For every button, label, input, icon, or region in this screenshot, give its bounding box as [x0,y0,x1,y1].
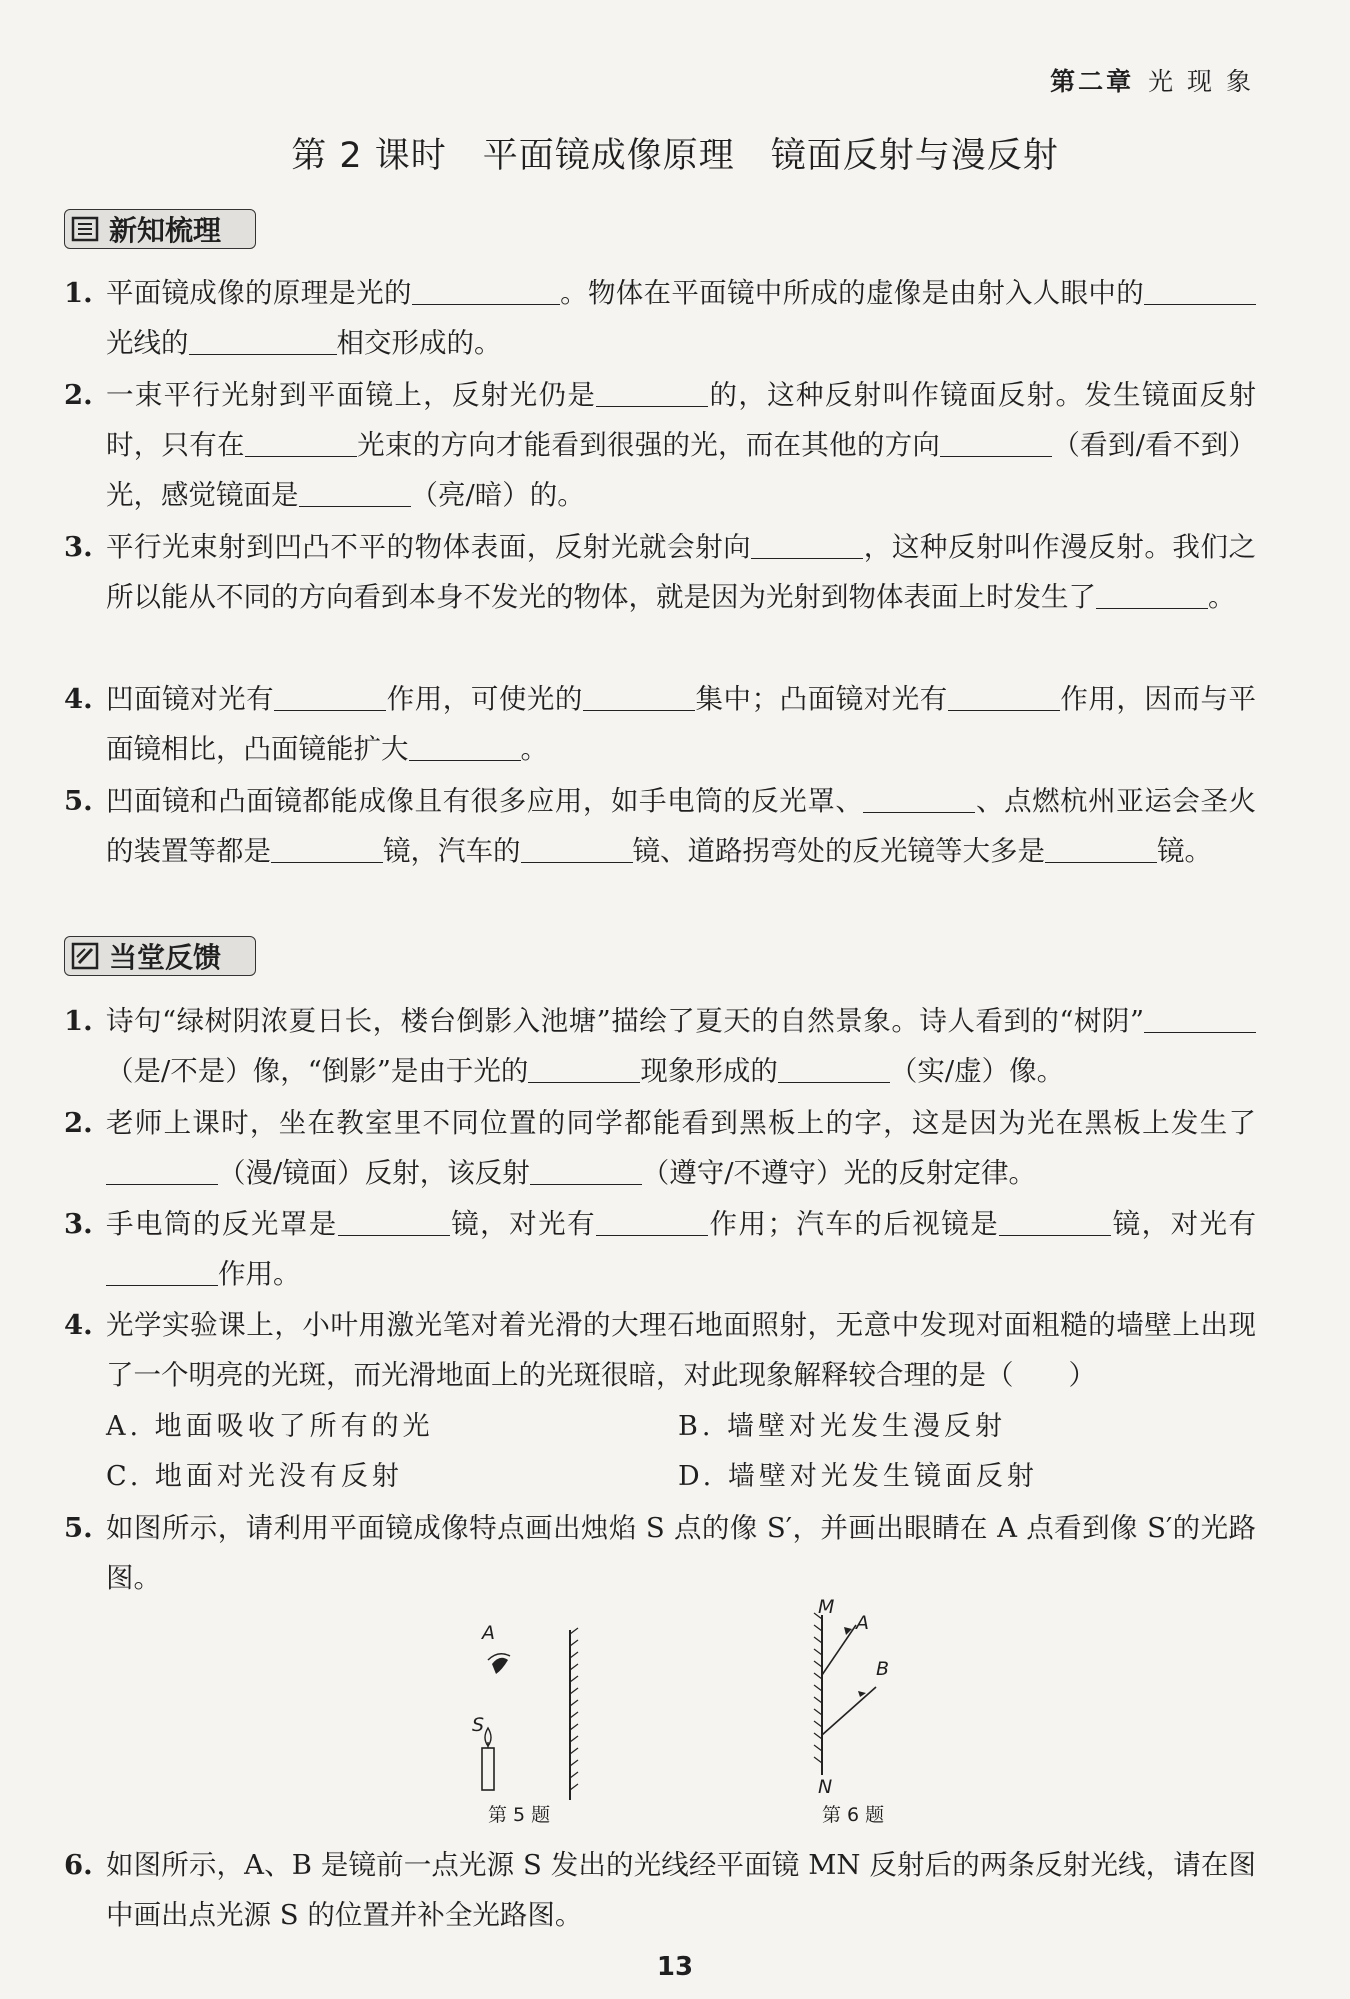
question-text: 相交形成的。 [336,327,502,359]
answer-blank[interactable] [521,832,633,863]
answer-blank[interactable] [1045,832,1157,863]
label-s: S [472,1714,485,1736]
nk-question-1 [64,268,1256,368]
answer-blank[interactable] [596,1205,708,1236]
label-m: M [818,1596,835,1618]
question-number: 3. [64,1208,93,1240]
question-text: 手电筒的反光罩是 [106,1208,338,1240]
question-text: 现象形成的 [640,1055,778,1087]
answer-blank[interactable] [999,1205,1111,1236]
question-text: 。 [520,733,548,765]
answer-blank[interactable] [863,782,975,813]
question-text: 集中；凸面镜对光有 [694,683,948,715]
question-number: 4. [64,683,93,715]
question-text: 光线的 [106,327,189,359]
chapter-header [1050,62,1254,98]
question-text: 如图所示，请利用平面镜成像特点画出烛焰 S 点的像 S′，并画出眼睛在 A 点看到像 S′的光路图。 [106,1512,1256,1594]
answer-blank[interactable] [338,1205,450,1236]
lesson-title [0,128,1350,178]
question-text: 老师上课时，坐在教室里不同位置的同学都能看到黑板上的字，这是因为光在黑板上发生了 [106,1107,1256,1139]
question-text: 凹面镜和凸面镜都能成像且有很多应用，如手电筒的反光罩、 [106,785,864,817]
question-text: 。物体在平面镜中所成的虚像是由射入人眼中的 [559,277,1145,309]
question-text: 镜，对光有 [1111,1208,1257,1240]
answer-blank[interactable] [751,528,863,559]
section-feedback [64,936,256,976]
eye-icon [488,1654,510,1674]
question-text: （遵守/不遵守）光的反射定律。 [641,1157,1037,1189]
option-b[interactable]: B. 墙壁对光发生漫反射 [678,1411,1007,1442]
candle-icon [482,1728,494,1790]
answer-blank[interactable] [940,426,1052,457]
page-number: 13 [656,1952,694,1982]
label-n: N [818,1776,833,1798]
question-text: 镜，对光有 [449,1208,597,1240]
question-number: 6. [64,1849,93,1881]
section-title: 新知梳理 [109,214,222,247]
question-text: （实/虚）像。 [889,1055,1065,1087]
answer-blank[interactable] [412,274,560,305]
figure-5-caption: 第 5 题 [488,1804,551,1826]
question-text: 作用；汽车的后视镜是 [708,1208,1000,1240]
pencil-icon [71,942,101,970]
question-text: 、点燃杭州亚运会圣火的装置等都是 [106,785,1257,867]
answer-blank[interactable] [778,1052,890,1083]
answer-blank[interactable] [948,680,1060,711]
answer-blank[interactable] [189,324,337,355]
question-text: 平面镜成像的原理是光的 [106,277,412,309]
question-text: 光学实验课上，小叶用激光笔对着光滑的大理石地面照射，无意中发现对面粗糙的墙壁上出现了一个明亮的光斑，而光滑地面上的光斑很暗，对此现象解释较合理的是（ ） [106,1309,1256,1391]
question-text: 作用，可使光的 [386,683,583,715]
reflected-ray-b [822,1687,876,1735]
nk-question-4 [64,674,1256,774]
fb-question-4 [64,1300,1256,1400]
question-text: 凹面镜对光有 [106,683,275,715]
question-number: 2. [64,1107,93,1139]
question-number: 1. [64,1005,93,1037]
question-text: （漫/镜面）反射，该反射 [218,1157,530,1189]
lesson-topic-2: 镜面反射与漫反射 [770,136,1059,176]
question-text: ，这种反射叫作漫反射。我们之所以能从不同的方向看到本身不发光的物体，就是因为光射到物体表面上时发生了 [106,531,1257,613]
question-number: 2. [64,379,93,411]
lesson-number: 第 2 课时 [291,136,447,176]
question-text: 光束的方向才能看到很强的光，而在其他的方向 [356,429,941,461]
answer-blank[interactable] [528,1052,640,1083]
mirror-hatching [570,1628,578,1790]
question-text: 的，这种反射叫作镜面反射。发生镜面反射时，只有在 [106,379,1257,461]
question-text: 镜。 [1157,835,1212,867]
answer-blank[interactable] [271,832,383,863]
answer-blank[interactable] [1144,274,1256,305]
question-text: 作用。 [218,1258,301,1290]
answer-blank[interactable] [274,680,386,711]
figure-6-caption: 第 6 题 [822,1804,885,1826]
chapter-title: 光 现 象 [1148,67,1254,96]
question-number: 1. [64,277,93,309]
lesson-topic-1: 平面镜成像原理 [482,136,735,176]
option-c[interactable]: C. 地面对光没有反射 [106,1461,403,1492]
question-number: 4. [64,1309,93,1341]
option-a[interactable]: A. 地面吸收了所有的光 [106,1411,434,1442]
answer-blank[interactable] [1096,578,1208,609]
question-text: 一束平行光射到平面镜上，反射光仍是 [106,379,597,411]
question-text: 作用，因而与平面镜相比，凸面镜能扩大 [106,683,1257,765]
fb-question-1 [64,996,1256,1096]
question-text: 。 [1208,581,1236,613]
reflected-ray-a [822,1625,856,1675]
fb-question-2 [64,1098,1256,1198]
answer-blank[interactable] [245,426,357,457]
question-text: 如图所示，A、B 是镜前一点光源 S 发出的光线经平面镜 MN 反射后的两条反射光线，请在图中画出点光源 S 的位置并补全光路图。 [106,1849,1256,1931]
answer-blank[interactable] [409,730,521,761]
section-title: 当堂反馈 [109,941,222,974]
question-text: （是/不是）像，“倒影”是由于光的 [106,1055,529,1087]
nk-question-3 [64,522,1256,622]
answer-blank[interactable] [106,1255,218,1286]
label-a: A [482,1622,495,1644]
fb-question-6 [64,1840,1256,1940]
chapter-number: 第二章 [1050,67,1135,96]
book-icon [71,215,101,243]
nk-question-2 [64,370,1256,520]
question-text: 镜、道路拐弯处的反光镜等大多是 [632,835,1045,867]
question-number: 5. [64,785,93,817]
question-text: 平行光束射到凹凸不平的物体表面，反射光就会射向 [106,531,752,563]
answer-blank[interactable] [530,1154,642,1185]
question-text: （亮/暗）的。 [410,479,585,511]
section-new-knowledge [64,209,256,249]
question-number: 5. [64,1512,93,1544]
label-a: A [856,1612,869,1634]
answer-blank[interactable] [596,376,708,407]
answer-blank[interactable] [583,680,695,711]
fb-question-3 [64,1199,1256,1299]
question-text: 镜，汽车的 [383,835,521,867]
question-text: （看到/看不到）光，感觉镜面是 [106,429,1257,511]
question-number: 3. [64,531,93,563]
answer-blank[interactable] [299,476,411,507]
question-text: 诗句“绿树阴浓夏日长，楼台倒影入池塘”描绘了夏天的自然景象。诗人看到的“树阴” [106,1005,1144,1037]
nk-question-5 [64,776,1256,876]
fb-question-5 [64,1503,1256,1603]
answer-blank[interactable] [106,1154,218,1185]
option-d[interactable]: D. 墙壁对光发生镜面反射 [678,1461,1038,1492]
mirror-hatching [814,1613,822,1763]
label-b: B [876,1658,890,1680]
answer-blank[interactable] [1144,1002,1256,1033]
